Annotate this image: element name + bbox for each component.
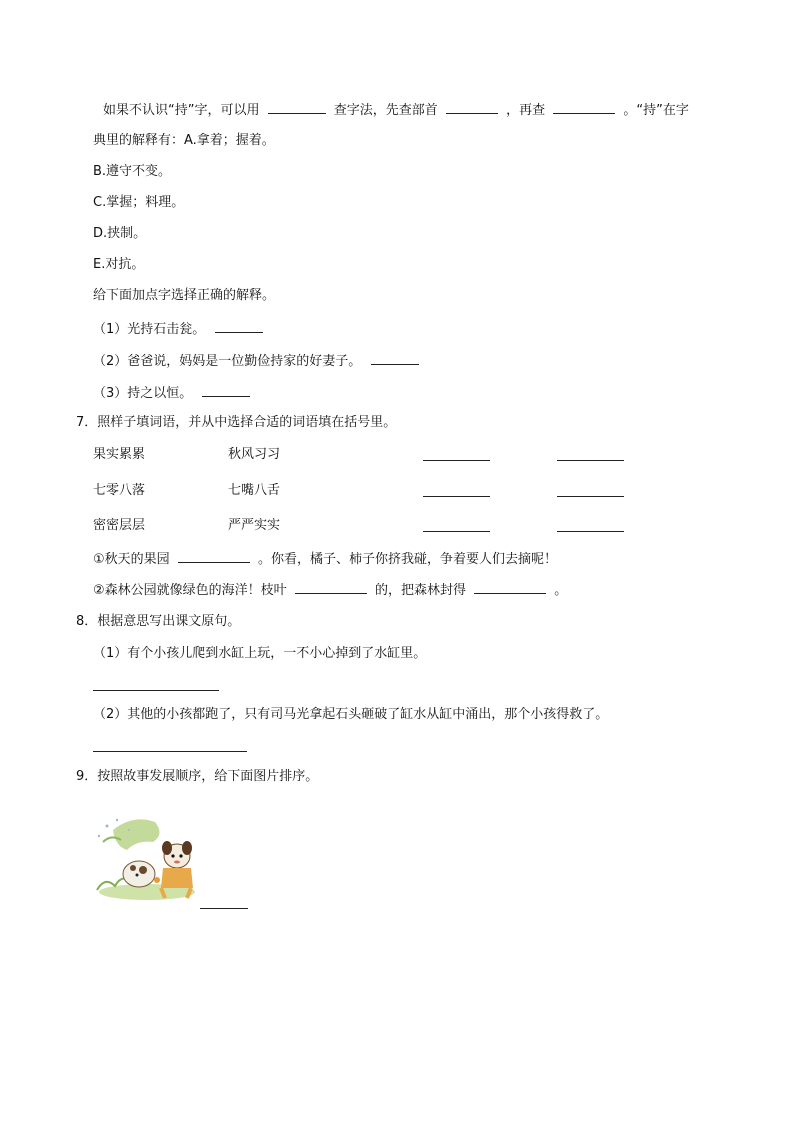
q7-sentence-1 — [93, 550, 557, 569]
q9-answer-blank[interactable] — [200, 908, 248, 909]
q6-item-2-blank[interactable] — [371, 352, 419, 365]
q6-item-3 — [93, 384, 250, 403]
q8-answer-line-2[interactable] — [93, 751, 247, 752]
q8-title: 8．根据意思写出课文原句。 — [76, 614, 241, 629]
q6-intro-b: 查字法，先查部首 — [333, 103, 438, 118]
q7-title: 7．照样子填词语，并从中选择合适的词语填在括号里。 — [76, 415, 397, 430]
q6-definition-a: 典里的解释有：A.拿着；握着。 — [93, 133, 275, 148]
q6-intro-a: 如果不认识“持”字，可以用 — [103, 103, 260, 118]
q7-row-1-blank-1[interactable] — [423, 460, 490, 461]
q6-item-3-blank[interactable] — [202, 384, 250, 397]
q7-row-3-word-1: 密密层层 — [93, 518, 146, 533]
q7-row-3-blank-2[interactable] — [557, 531, 624, 532]
story-picture — [93, 812, 201, 902]
q7-sentence-2-a: ②森林公园就像绿色的海洋！枝叶 — [93, 583, 287, 598]
q7-sentence-2-c: 。 — [554, 583, 568, 598]
q6-definition-d: D.挟制。 — [93, 226, 147, 241]
q6-instruction: 给下面加点字选择正确的解释。 — [93, 288, 276, 303]
q7-sentence-2-blank-1[interactable] — [295, 581, 367, 594]
q7-sentence-2 — [93, 581, 567, 600]
q8-item-2: （2）其他的小孩都跑了，只有司马光拿起石头砸破了缸水从缸中涌出，那个小孩得救了。 — [93, 707, 609, 722]
q6-item-1 — [93, 320, 263, 339]
q7-sentence-1-a: ①秋天的果园 — [93, 552, 170, 567]
q7-row-2-word-1: 七零八落 — [93, 483, 146, 498]
q8-answer-line-1[interactable] — [93, 690, 219, 691]
q6-definition-e: E.对抗。 — [93, 257, 145, 272]
q9-title: 9．按照故事发展顺序，给下面图片排序。 — [76, 769, 319, 784]
q6-item-3-text: （3）持之以恒。 — [93, 386, 193, 401]
q6-blank-method[interactable] — [268, 101, 326, 114]
q6-item-1-blank[interactable] — [215, 320, 263, 333]
q6-definition-b: B.遵守不变。 — [93, 164, 172, 179]
q6-item-1-text: （1）光持石击瓮。 — [93, 322, 206, 337]
q7-row-1-word-1: 果实累累 — [93, 447, 146, 462]
q7-sentence-1-blank[interactable] — [178, 550, 250, 563]
q6-item-2-text: （2）爸爸说，妈妈是一位勤俭持家的好妻子。 — [93, 354, 362, 369]
q7-sentence-2-blank-2[interactable] — [474, 581, 546, 594]
q6-intro-line — [103, 101, 689, 120]
story-picture-illustration — [93, 812, 201, 902]
q8-item-1: （1）有个小孩儿爬到水缸上玩，一不小心掉到了水缸里。 — [93, 646, 427, 661]
q7-row-2-blank-2[interactable] — [557, 496, 624, 497]
q7-row-2-blank-1[interactable] — [423, 496, 490, 497]
q6-item-2 — [93, 352, 419, 371]
q7-row-2-word-2: 七嘴八舌 — [228, 483, 281, 498]
q7-row-1-word-2: 秋风习习 — [228, 447, 281, 462]
q7-row-3-word-2: 严严实实 — [228, 518, 281, 533]
q6-intro-d: 。“持”在字 — [623, 103, 689, 118]
q7-row-3-blank-1[interactable] — [423, 531, 490, 532]
q6-blank-radical[interactable] — [446, 101, 498, 114]
q7-sentence-1-b: 。你看，橘子、柿子你挤我碰，争着要人们去摘呢！ — [257, 552, 557, 567]
q6-definition-c: C.掌握；料理。 — [93, 195, 185, 210]
q6-blank-strokes[interactable] — [553, 101, 615, 114]
q6-intro-c: ，再查 — [506, 103, 546, 118]
q7-row-1-blank-2[interactable] — [557, 460, 624, 461]
q7-sentence-2-b: 的，把森林封得 — [374, 583, 466, 598]
